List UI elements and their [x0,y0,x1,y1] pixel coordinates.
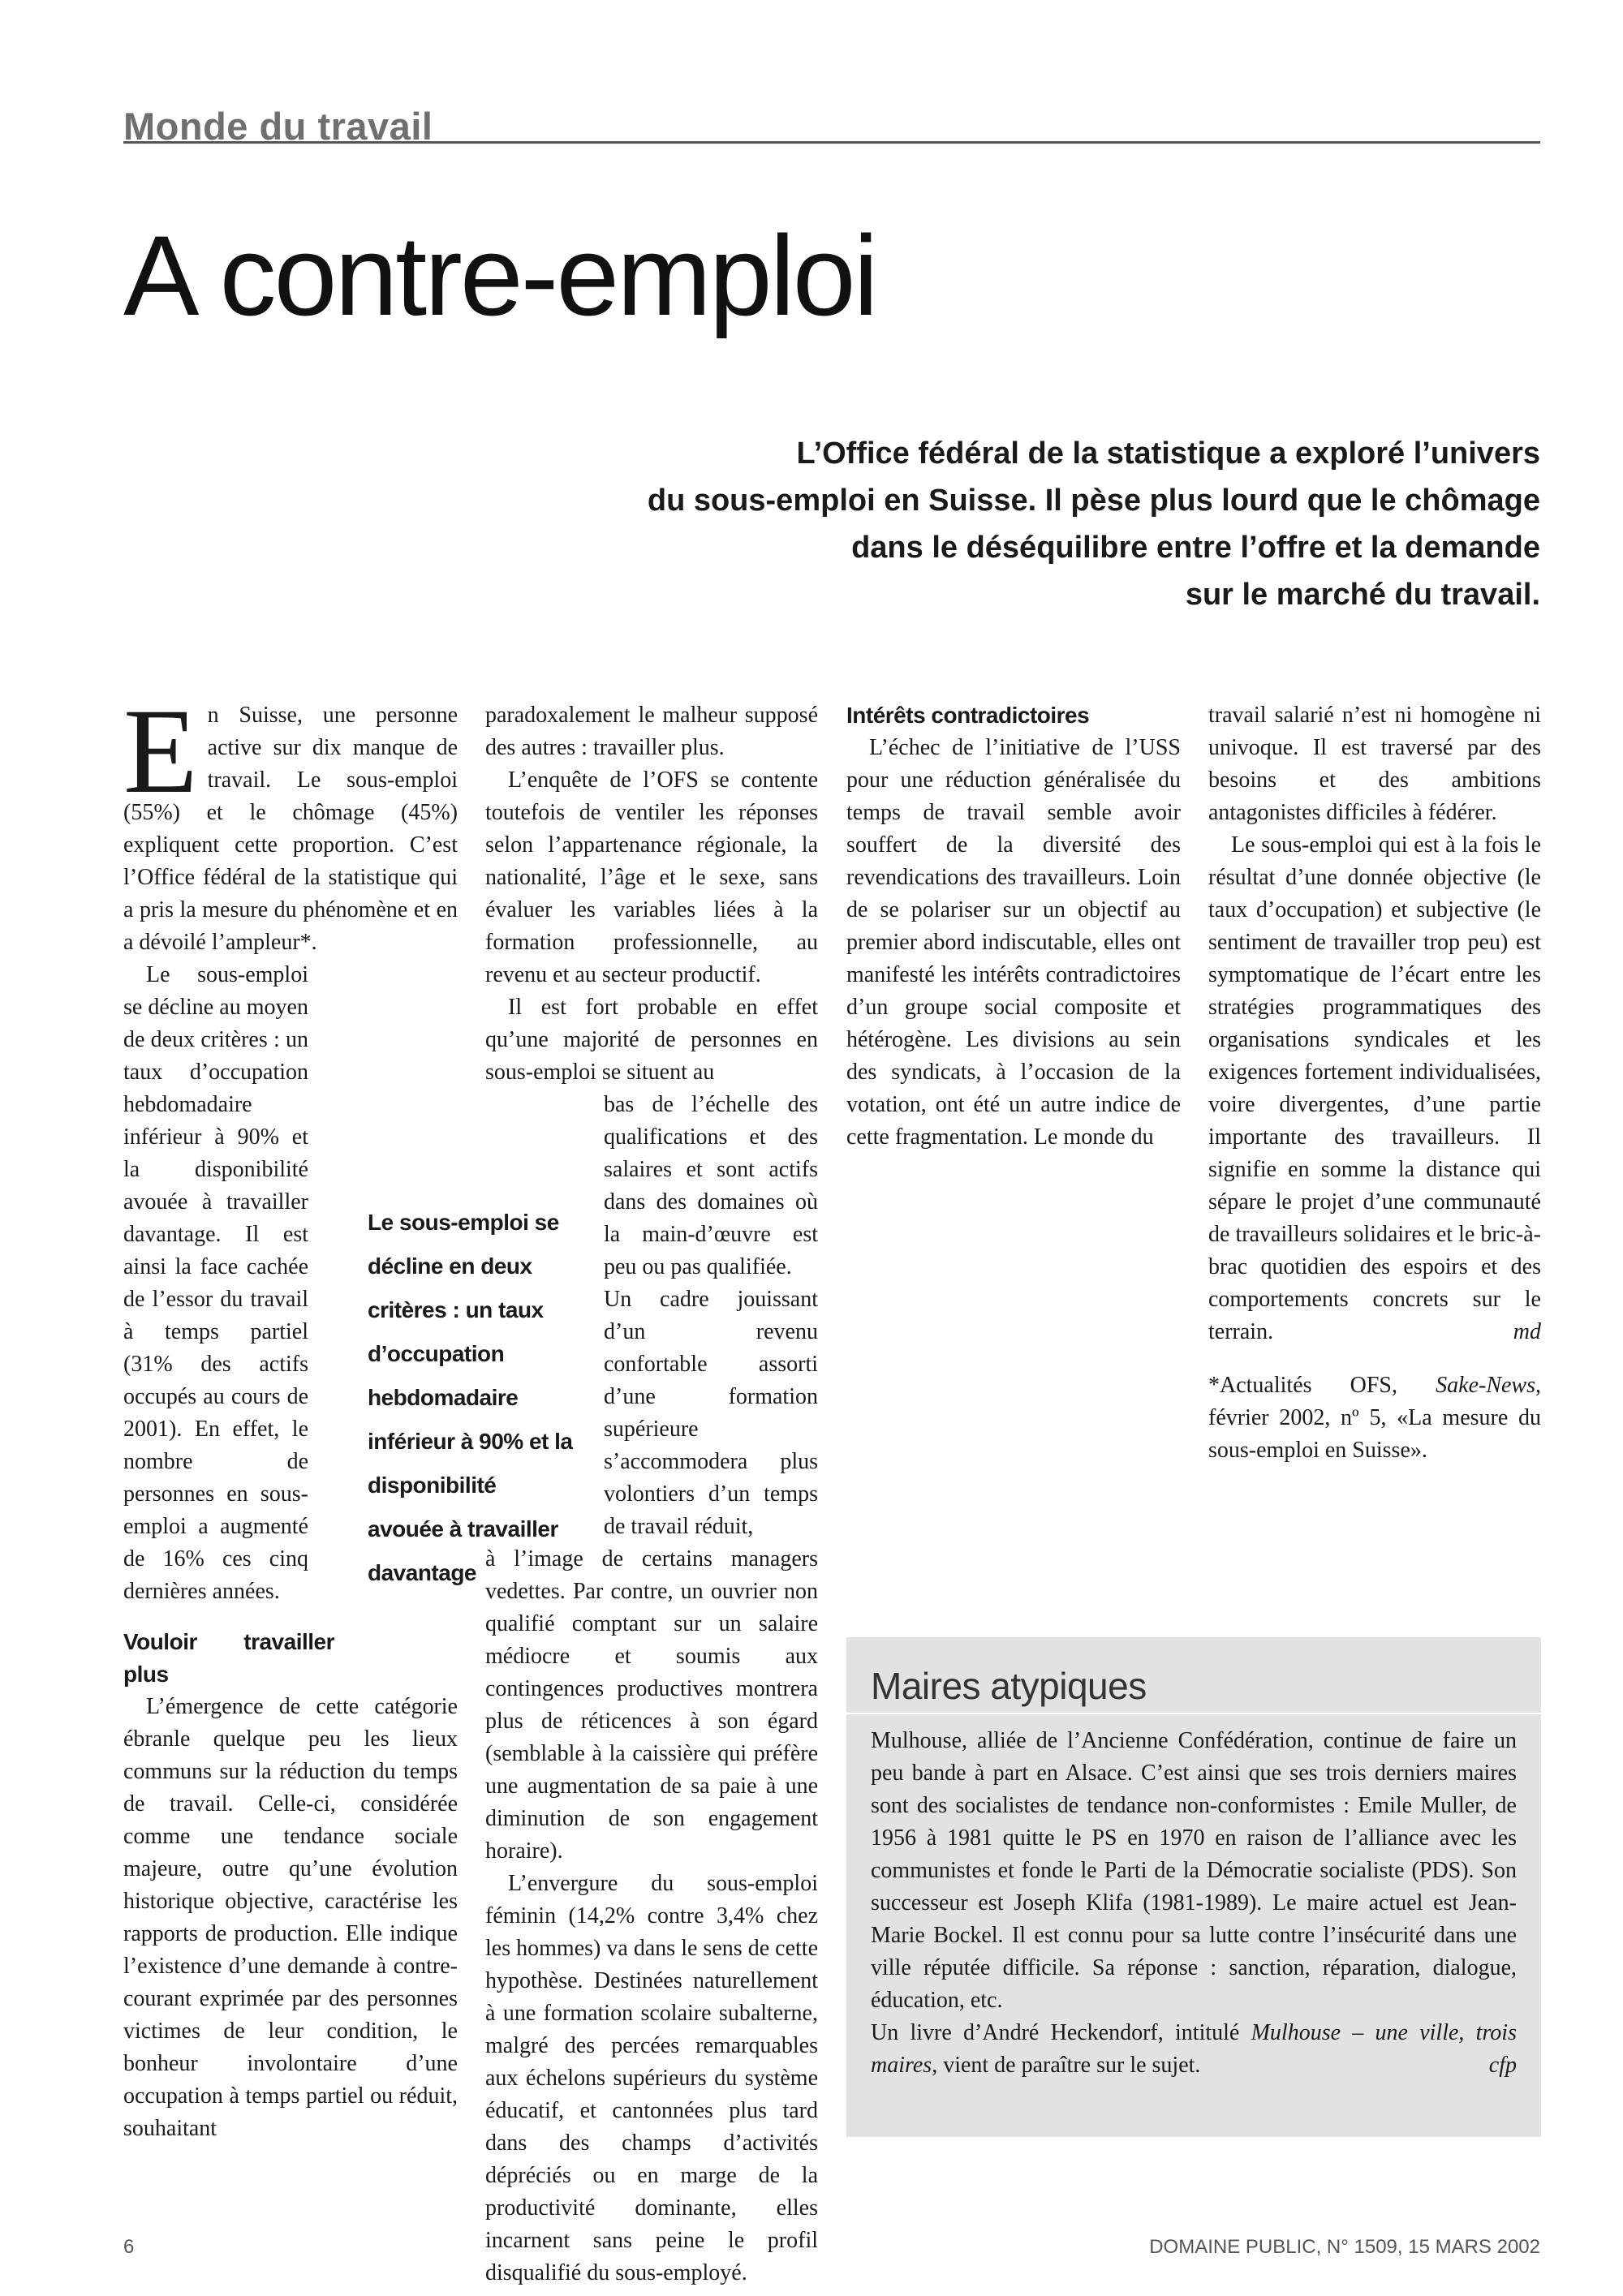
paragraph: Le sous-emploi se décline au moyen de deux critères : un taux d’occupation hebdomadaire inférieur à 90% et la disponibilité avouée à travailler davantage. Il est ainsi la face cachée de l’essor du travail à temps partiel (31% des actifs occupés au cours de 2001). En effet, le nombre de personnes en sous-emploi a augmenté de 16% ces cinq dernières années. [123,962,308,1604]
section-rule [123,141,1540,144]
paragraph: L’enquête de l’OFS se contente toutefois de ventiler les réponses selon l’appartenance régionale, la nationalité, l’âge et le sexe, sans évaluer les variables liées à la formation professionnelle, au revenu et au secteur productif. [485,767,818,987]
sidebar-box [846,1637,1541,2137]
paragraph [1208,829,1541,1348]
column-4 [1208,699,1541,1467]
box-signature: cfp [1488,2053,1517,2078]
subheading: Vouloir travailler plus [123,1629,334,1687]
box-title: Maires atypiques [871,1665,1147,1707]
paragraph: à l’image de certains managers vedettes. Par contre, un ouvrier non qualifié comptant sur un salaire médiocre et soumis aux contingences productives montrera plus de réticences à son égard (semblable à la caissière qui préfère une augmentation de sa paie à une diminution de son engagement horaire). [485,1546,818,1864]
footnote [1208,1369,1541,1467]
paragraph-text: n Suisse, une personne active sur dix manque de travail. Le sous-emploi (55%) et le chômage (45%) expliquent cette proportion. C’est l’Office fédéral de la statistique qui a pris la mesure du phénomène et en a dévoilé l’ampleur*. [123,703,458,955]
paragraph: L’envergure du sous-emploi féminin (14,2% contre 3,4% chez les hommes) va dans le sens de cette hypothèse. Destinées naturellement à une formation scolaire subalterne, malgré des percées remarquables aux échelons supérieurs du système éducatif, et cantonnées plus tard dans des champs d’activités dépréciés ou en marge de la productivité dominante, elles incarnent sans peine le profil disqualifié du sous-employé. [485,1871,818,2285]
paragraph: travail salarié n’est ni homogène ni univoque. Il est traversé par des besoins et des ambitions antagonistes difficiles à fédérer. [1208,703,1541,825]
box-divider [846,1713,1541,1714]
publication-info: DOMAINE PUBLIC, N° 1509, 15 MARS 2002 [1149,2236,1540,2258]
footnote-source: Sake-News [1436,1373,1535,1398]
article-title: A contre-emploi [123,212,876,339]
paragraph: Un cadre jouissant d’un revenu confortable assorti d’une formation supérieure s’accommodera plus volontiers d’un temps de travail réduit, [604,1287,818,1539]
paragraph: L’échec de l’initiative de l’USS pour une réduction généralisée du temps de travail semble avoir souffert de la diversité des revendications des travailleurs. Loin de se polariser sur un objectif au premier abord indiscutable, elles ont manifesté les intérêts contradictoires d’un groupe social composite et hétérogène. Les divisions au sein des syndicats, à l’occasion de la votation, ont été un autre indice de cette fragmentation. Le monde du [846,735,1181,1150]
lead-line: sur le marché du travail. [1185,578,1540,612]
box-paragraph [871,2017,1517,2082]
drop-cap: E [123,684,198,819]
footnote-text: *Actualités OFS, [1208,1373,1436,1398]
paragraph: Il est fort probable en effet qu’une majorité de personnes en sous-emploi se situent au [485,995,818,1085]
box-text: , vient de paraître sur le sujet. [932,2053,1201,2078]
paragraph-text: Le sous-emploi qui est à la fois le résultat d’une donnée objective (le taux d’occupation) et subjective (le sentiment de travailler trop peu) est symptomatique de l’écart entre les stratégies programmatiques des organisations syndicales et les exigences fortement individualisées, voire divergentes, d’une partie importante des travailleurs. Il signifie en somme la distance qui sépare le projet d’une communauté de travailleurs solidaires et le bric-à-brac quotidien des espoirs et des comportements concrets sur le terrain. [1208,832,1541,1344]
footnote-text: , février 2002, nº 5, «La mesure du sous-emploi en Suisse». [1208,1373,1541,1463]
paragraph [123,684,458,959]
column-2 [485,699,818,2290]
lead-line: du sous-emploi en Suisse. Il pèse plus lourd que le chômage [647,484,1540,518]
box-paragraph: Mulhouse, alliée de l’Ancienne Confédération, continue de faire un peu bande à part en Alsace. C’est ainsi que ses trois derniers maires sont des socialistes de tendance non-conformistes : Emile Muller, de 1956 à 1981 quitte le PS en 1970 en raison de l’alliance avec les communistes et fonde le Parti de la Démocratie socialiste (PDS). Son successeur est Joseph Klifa (1981-1989). Le maire actuel est Jean-Marie Bockel. Il est connu pour sa lutte contre l’insécurité dans une ville réputée difficile. Sa réponse : sanction, réparation, dialogue, éducation, etc. [871,1728,1517,2013]
page-number: 6 [123,2236,135,2258]
paragraph: paradoxalement le malheur supposé des autres : travailler plus. [485,703,818,760]
paragraph: L’émergence de cette catégorie ébranle quelque peu les lieux communs sur la réduction du temps de travail. Celle-ci, considérée comme une tendance sociale majeure, outre qu’une évolution historique objective, caractérise les rapports de production. Elle indique l’existence d’une demande à contre-courant exprimée par des personnes victimes de leur condition, le bonheur involontaire d’une occupation à temps partiel ou réduit, souhaitant [123,1694,458,2141]
subheading: Intérêts contradictoires [846,703,1090,728]
lead-line: dans le déséquilibre entre l’offre et la demande [851,531,1540,565]
book-title: Mulhouse – une ville, trois maires [871,2020,1517,2078]
section-label: Monde du travail [123,105,433,148]
paragraph: bas de l’échelle des qualifications et des salaires et sont actifs dans des domaines où la main-d’œuvre est peu ou pas qualifiée. [604,1092,818,1279]
lead-line: L’Office fédéral de la statistique a exploré l’univers [796,436,1540,471]
pull-quote: Le sous-emploi se décline en deux critères : un taux d’occupation hebdomadaire inférieur à 90% et la disponibilité avouée à travailler davantage [368,1210,573,1585]
box-text: Un livre d’André Heckendorf, intitulé [871,2020,1251,2045]
article-lead [404,430,1540,618]
author-signature: md [1513,1319,1541,1344]
column-3 [846,699,1181,1154]
